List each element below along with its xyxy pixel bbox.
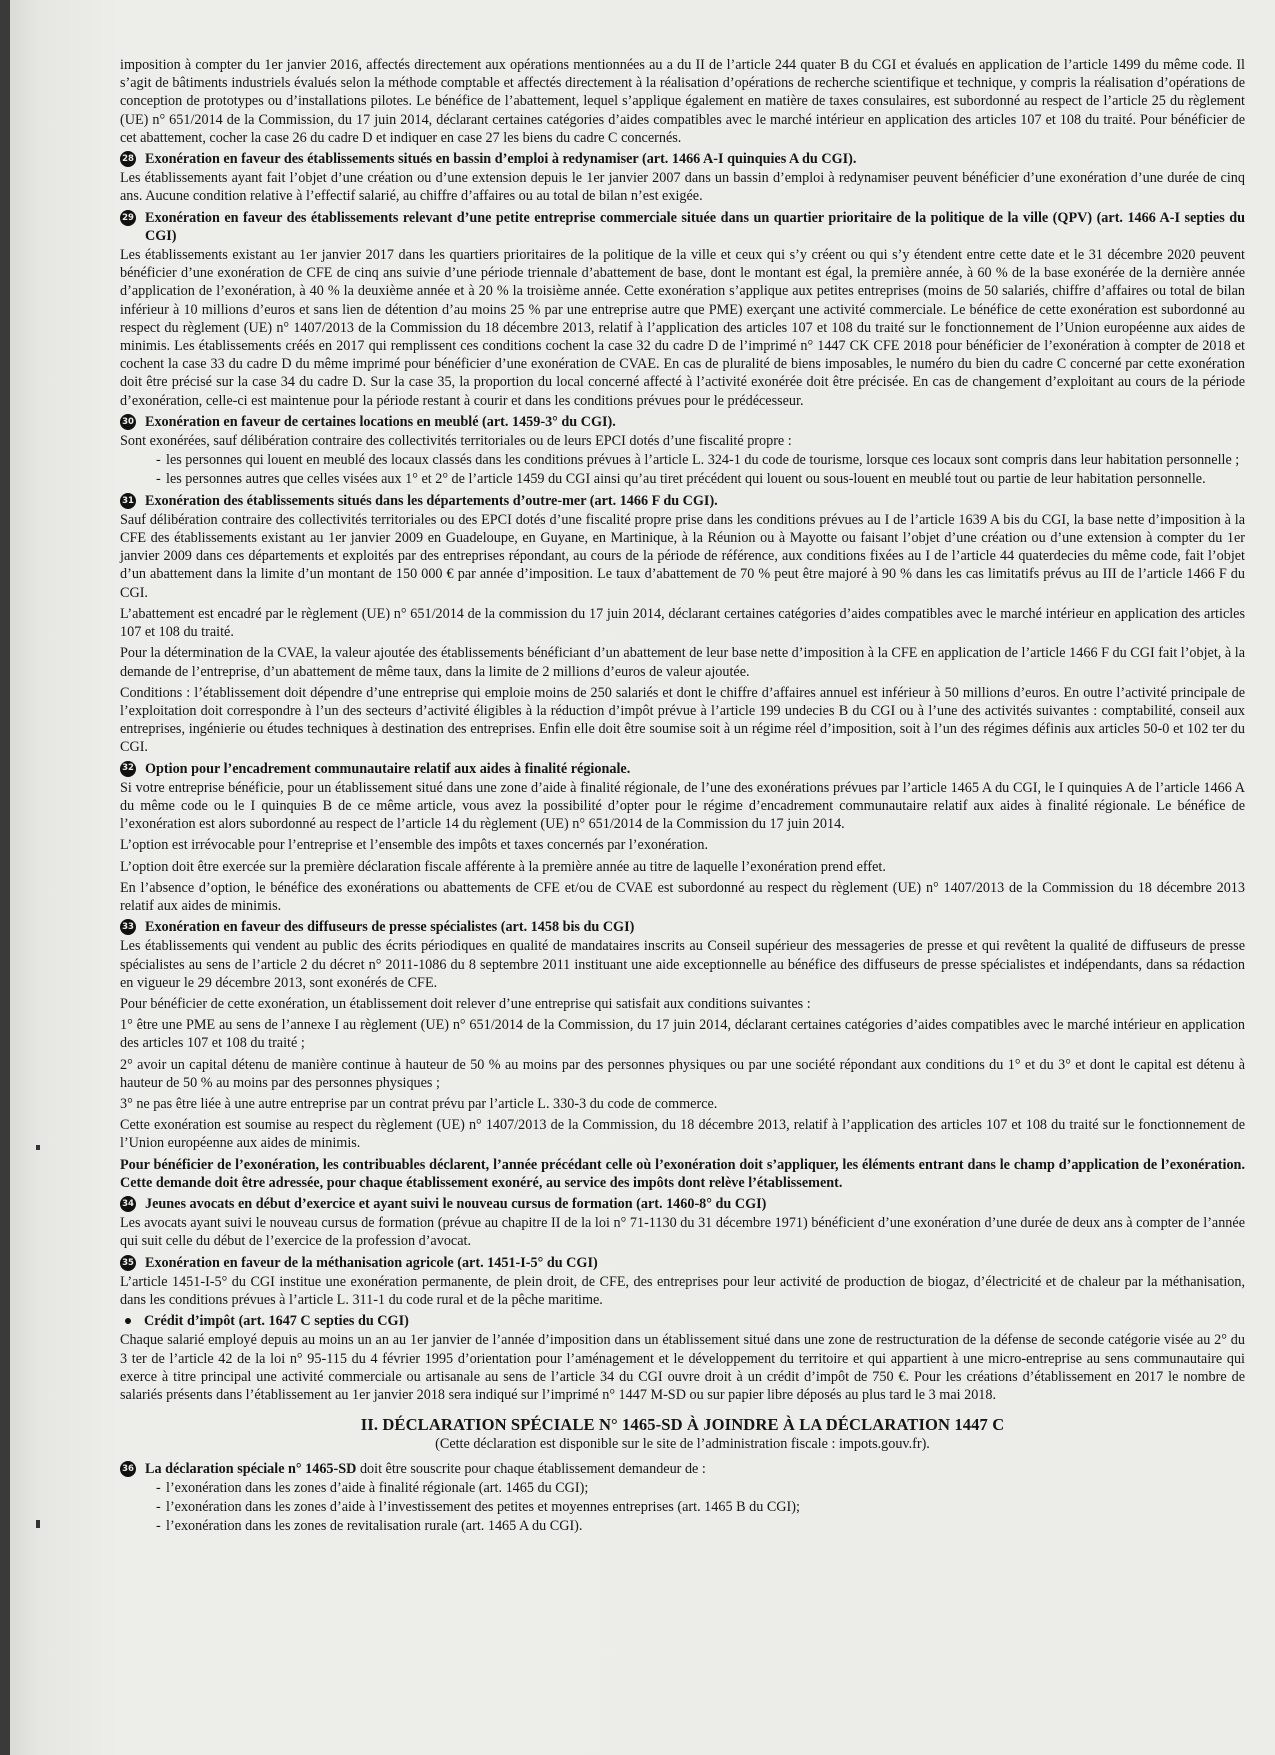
section-title: Exonération en faveur des établissements situés en bassin d’emploi à redynamiser (art. 1466 A-I quinquies A du CGI). <box>145 151 857 168</box>
section-33-paragraph: Cette exonération est soumise au respect du règlement (UE) n° 1407/2013 de la Commission, du 18 décembre 2013, relatif à l’application des articles 107 et 108 du traité sur le fonctionnement de l’Union européenne aux aides de minimis. <box>120 1117 1245 1152</box>
section-title: Exonération en faveur de la méthanisation agricole (art. 1451-I-5° du CGI) <box>145 1254 598 1271</box>
section-title: Exonération en faveur des diffuseurs de presse spécialistes (art. 1458 bis du CGI) <box>145 919 635 936</box>
section-33-notice: Pour bénéficier de l’exonération, les contribuables déclarent, l’année précédant celle où l’exonération doit s’appliquer, les éléments entrant dans le champ d’application de l’exonération. Cette demande doit être adressée, pour chaque établissement exonéré, au service des impôts dont relève l’établissement. <box>120 1156 1245 1191</box>
section-number-badge: 30 <box>120 414 136 430</box>
section-36-heading <box>120 1460 1245 1478</box>
section-title: Exonération en faveur des établissements relevant d’une petite entreprise commerciale située dans un quartier prioritaire de la politique de la ville (QPV) (art. 1466 A-I septies du CGI) <box>145 209 1245 244</box>
list-item: - l’exonération dans les zones de revitalisation rurale (art. 1465 A du CGI). <box>156 1517 1245 1535</box>
section-32-paragraph: L’option est irrévocable pour l’entreprise et l’ensemble des impôts et taxes concernés par l’exonération. <box>120 837 709 854</box>
section-30-paragraph: Sont exonérées, sauf délibération contraire des collectivités territoriales ou de leurs EPCI dotés d’une fiscalité propre : <box>120 433 792 450</box>
section-number-badge: 29 <box>120 210 136 226</box>
section-32-paragraph: En l’absence d’option, le bénéfice des exonérations ou abattements de CFE et/ou de CVAE est subordonné au respect du règlement (UE) n° 1407/2013 de la Commission du 18 décembre 2013 relatif aux aides de minimis. <box>120 879 1245 914</box>
section-30-list <box>120 451 1245 488</box>
section-31-heading <box>120 492 1245 510</box>
section-32-paragraph: L’option doit être exercée sur la première déclaration fiscale afférente à la première année au titre de laquelle l’exonération prend effet. <box>120 858 886 875</box>
section-number-badge: 36 <box>120 1461 136 1477</box>
section-33-condition: 3° ne pas être liée à une autre entreprise par un contrat prévu par l’article L. 330-3 du code de commerce. <box>120 1095 718 1112</box>
section-29-paragraph: Les établissements existant au 1er janvier 2017 dans les quartiers prioritaires de la politique de la ville et ceux qui s’y créent ou qui s’y étendent entre cette date et le 31 décembre 2020 peuvent bénéficier d’une exonération de CFE de cinq ans suivie d’une période triennale d’abattement de base, dont le montant est égal, la première année, à 60 % de la base exonérée de la dernière année d’application de l’exonération, à 40 % la deuxième année et à 20 % la troisième année. Cette exonération s’applique aux petites entreprises (moins de 50 salariés, chiffre d’affaires ou total de bilan inférieur à 10 millions d’euros et sans lien de détention d’au moins 25 % par une entreprise autre que PME) exerçant une activité commerciale. Le bénéfice de cette exonération est subordonné au respect du règlement (UE) n° 1407/2013 de la Commission du 18 décembre 2013, relatif à l’application des articles 107 et 108 du traité sur le fonctionnement de l’Union européenne aux aides de minimis. Les établissements créés en 2017 qui remplissent ces conditions cochent la case 32 du cadre D de l’imprimé n° 1447 CK CFE 2018 pour bénéficier de l’exonération à compter de 2018 et cochent la case 33 du cadre D du même imprimé pour bénéficier d’une exonération de CVAE. En cas de pluralité de biens imposables, le numéro du bien du cadre C concerné par cette exonération doit être précisé sur la case 34 du cadre D. Sur la case 35, la proportion du local concerné affecté à l’activité exonérée doit être précisée. En cas de changement d’exploitant au cours de la période d’exonération, celle-ci est maintenue pour la période restant à courir et dans les conditions prévues pour le prédécesseur. <box>120 247 1245 409</box>
section-title: Exonération en faveur de certaines locations en meublé (art. 1459-3° du CGI). <box>145 413 616 430</box>
credit-heading <box>120 1312 1245 1330</box>
section-33-paragraph: Pour bénéficier de cette exonération, un établissement doit relever d’une entreprise qui satisfait aux conditions suivantes : <box>120 995 811 1012</box>
section-35-paragraph: L’article 1451-I-5° du CGI institue une exonération permanente, de plein droit, de CFE, des entreprises pour leur activité de production de biogaz, d’électricité et de chaleur par la méthanisation, dans les conditions prévues à l’article L. 311-1 du code rural et de la pêche maritime. <box>120 1273 1245 1308</box>
section-title-rest: doit être souscrite pour chaque établissement demandeur de : <box>356 1460 706 1477</box>
section-28-heading <box>120 150 1245 168</box>
section-number-badge: 31 <box>120 493 136 509</box>
section-title: Crédit d’impôt (art. 1647 C septies du CGI) <box>144 1313 409 1330</box>
section-title: Exonération des établissements situés dans les départements d’outre-mer (art. 1466 F du CGI). <box>145 492 718 509</box>
list-item: - l’exonération dans les zones d’aide à finalité régionale (art. 1465 du CGI); <box>156 1479 1245 1497</box>
part-2-subtitle: (Cette déclaration est disponible sur le site de l’administration fiscale : impots.gouv.fr). <box>435 1436 930 1453</box>
section-33-condition: 2° avoir un capital détenu de manière continue à hauteur de 50 % au moins par des personnes physiques ou par une société répondant aux conditions du 1° et du 3° et dont le capital est détenu à hauteur de 50 % au moins par des personnes physiques ; <box>120 1056 1245 1091</box>
scan-mark <box>36 1520 40 1528</box>
section-number-badge: 32 <box>120 761 136 777</box>
section-30-heading <box>120 413 1245 431</box>
section-28-paragraph: Les établissements ayant fait l’objet d’une création ou d’une extension depuis le 1er janvier 2007 dans un bassin d’emploi à redynamiser peuvent bénéficier d’une exonération d’une durée de cinq ans. Aucune condition relative à l’effectif salarié, au chiffre d’affaires ou au total de bilan n’est exigée. <box>120 170 1245 205</box>
credit-paragraph: Chaque salarié employé depuis au moins un an au 1er janvier de l’année d’imposition dans un établissement situé dans une zone de restructuration de la défense de seconde catégorie visée au 2° du 3 ter de l’article 42 de la loi n° 95-115 du 4 février 1995 d’orientation pour l’aménagement et le développement du territoire et qui appartient à une micro-entreprise au sens communautaire qui exerce à titre principal une activité commerciale ou artisanale au sens de l’article 34 du CGI ouvre droit à un crédit d’impôt de 750 €. Pour les créations d’établissement en 2017 le nombre de salariés présents dans l’établissement au 1er janvier 2018 sera indiqué sur l’imprimé n° 1447 M-SD ou sur papier libre déposés au plus tard le 3 mai 2018. <box>120 1332 1245 1404</box>
section-33-paragraph: Les établissements qui vendent au public des écrits périodiques en qualité de mandataires inscrits au Conseil supérieur des messageries de presse et qui revêtent la qualité de diffuseurs de presse spécialistes au sens de l’article 2 du décret n° 2011-1086 du 8 septembre 2011 instituant une aide exceptionnelle au bénéfice des diffuseurs de presse spécialistes et indépendants, dans sa rédaction en vigueur le 29 décembre 2013, sont exonérés de CFE. <box>120 938 1245 991</box>
document-body <box>120 56 1245 1535</box>
section-title: Jeunes avocats en début d’exercice et ayant suivi le nouveau cursus de formation (art. 1460-8° du CGI) <box>145 1195 767 1212</box>
section-35-heading <box>120 1254 1245 1272</box>
section-31-paragraph: Conditions : l’établissement doit dépendre d’une entreprise qui emploie moins de 250 salariés et dont le chiffre d’affaires annuel est inférieur à 50 millions d’euros. En outre l’activité principale de l’exploitation doit correspondre à l’un des secteurs d’activité éligibles à la réduction d’impôt prévue à l’article 199 undecies B du CGI ou à l’une des activités suivantes : comptabilité, conseil aux entreprises, ingénierie ou études techniques à destination des entreprises. Enfin elle doit être soumise soit à un régime réel d’imposition, soit à l’un des régimes définis aux articles 50-0 et 102 ter du CGI. <box>120 684 1245 756</box>
part-2-title: II. DÉCLARATION SPÉCIALE N° 1465-SD À JOINDRE À LA DÉCLARATION 1447 C <box>360 1415 1005 1435</box>
list-item: - les personnes qui louent en meublé des locaux classés dans les conditions prévues à l’article L. 324-1 du code de tourisme, lorsque ces locaux sont compris dans leur habitation personnelle ; <box>156 451 1245 469</box>
section-34-heading <box>120 1195 1245 1213</box>
section-title: Option pour l’encadrement communautaire relatif aux aides à finalité régionale. <box>145 760 631 777</box>
intro-paragraph: imposition à compter du 1er janvier 2016, affectés directement aux opérations mentionnées au a du II de l’article 244 quater B du CGI et évalués en application de l’article 1499 du même code. Il s’agit de bâtiments industriels évalués selon la méthode comptable et affectés directement à la réalisation d’opérations de recherche scientifique et technique, y compris la réalisation d’opérations de conception de prototypes ou d’installations pilotes. Le bénéfice de l’abattement, lequel s’applique également en matière de taxes consulaires, est subordonné au respect de l’article 25 du règlement (UE) n° 651/2014 de la Commission, du 17 juin 2014, déclarant certaines catégories d’aides compatibles avec le marché intérieur en application des articles 107 et 108 du traité. Pour bénéficier de cet abattement, cocher la case 26 du cadre D et indiquer en case 27 les biens du cadre C concernés. <box>120 57 1245 146</box>
list-item: - l’exonération dans les zones d’aide à l’investissement des petites et moyennes entreprises (art. 1465 B du CGI); <box>156 1498 1245 1516</box>
section-number-badge: 28 <box>120 151 136 167</box>
section-36-list <box>120 1479 1245 1536</box>
section-32-heading <box>120 760 1245 778</box>
section-34-paragraph: Les avocats ayant suivi le nouveau cursus de formation (prévue au chapitre II de la loi n° 71-1130 du 31 décembre 1971) bénéficient d’une exonération d’une durée de deux ans à compter de l’année qui suit celle du début de l’exercice de la profession d’avocat. <box>120 1215 1245 1250</box>
bullet-icon <box>125 1318 131 1324</box>
section-number-badge: 33 <box>120 919 136 935</box>
list-item: - les personnes autres que celles visées aux 1° et 2° de l’article 1459 du CGI ainsi qu’au tiret précédent qui louent ou sous-louent en meublé tout ou partie de leur habitation personnelle. <box>156 470 1245 488</box>
section-title: La déclaration spéciale n° 1465-SD <box>145 1460 357 1477</box>
section-29-heading <box>120 209 1245 245</box>
section-31-paragraph: L’abattement est encadré par le règlement (UE) n° 651/2014 de la commission du 17 juin 2014, déclarant certaines catégories d’aides compatibles avec le marché intérieur en application des articles 107 et 108 du traité. <box>120 605 1245 641</box>
section-number-badge: 35 <box>120 1255 136 1271</box>
scan-mark <box>36 1145 40 1150</box>
section-number-badge: 34 <box>120 1196 136 1212</box>
section-31-paragraph: Pour la détermination de la CVAE, la valeur ajoutée des établissements bénéficiant d’un abattement de leur base nette d’imposition à la CFE en application de l’article 1466 F du CGI fait l’objet, à la demande de l’entreprise, d’un abattement de même taux, dans la limite de 2 millions d’euros de valeur ajoutée. <box>120 645 1245 680</box>
section-33-heading <box>120 918 1245 936</box>
section-32-paragraph: Si votre entreprise bénéficie, pour un établissement situé dans une zone d’aide à finalité régionale, de l’une des exonérations prévues par l’article 1465 A du CGI, le I quinquies A de l’article 1466 A du même code ou le I quinquies B de ce même article, vous avez la possibilité d’opter pour le régime d’encadrement communautaire relatif aux aides à finalité régionale. Le bénéfice de l’exonération est alors subordonné au respect de l’article 14 du règlement (UE) n° 651/2014 de la Commission du 17 juin 2014. <box>120 779 1245 833</box>
section-31-paragraph: Sauf délibération contraire des collectivités territoriales ou des EPCI dotés d’une fiscalité propre prise dans les conditions prévues au I de l’article 1639 A bis du CGI, la base nette d’imposition à la CFE des établissements existant au 1er janvier 2009 en Guadeloupe, en Guyane, en Martinique, à la Réunion ou à Mayotte ou faisant l’objet d’une création ou d’une extension à compter du 1er janvier 2009 dans ces départements et exploités par des entreprises répondant, au cours de la période de référence, aux conditions fixées au I de l’article 44 quaterdecies du même code, fait l’objet d’un abattement dans la limite d’un montant de 150 000 € par année d’imposition. Le taux d’abattement de 70 % peut être majoré à 90 % dans les cas limitatifs prévus au III de l’article 1466 F du CGI. <box>120 511 1245 601</box>
section-33-condition: 1° être une PME au sens de l’annexe I au règlement (UE) n° 651/2014 de la Commission, du 17 juin 2014, déclarant certaines catégories d’aides compatibles avec le marché intérieur en application des articles 107 et 108 du traité ; <box>120 1017 1245 1052</box>
